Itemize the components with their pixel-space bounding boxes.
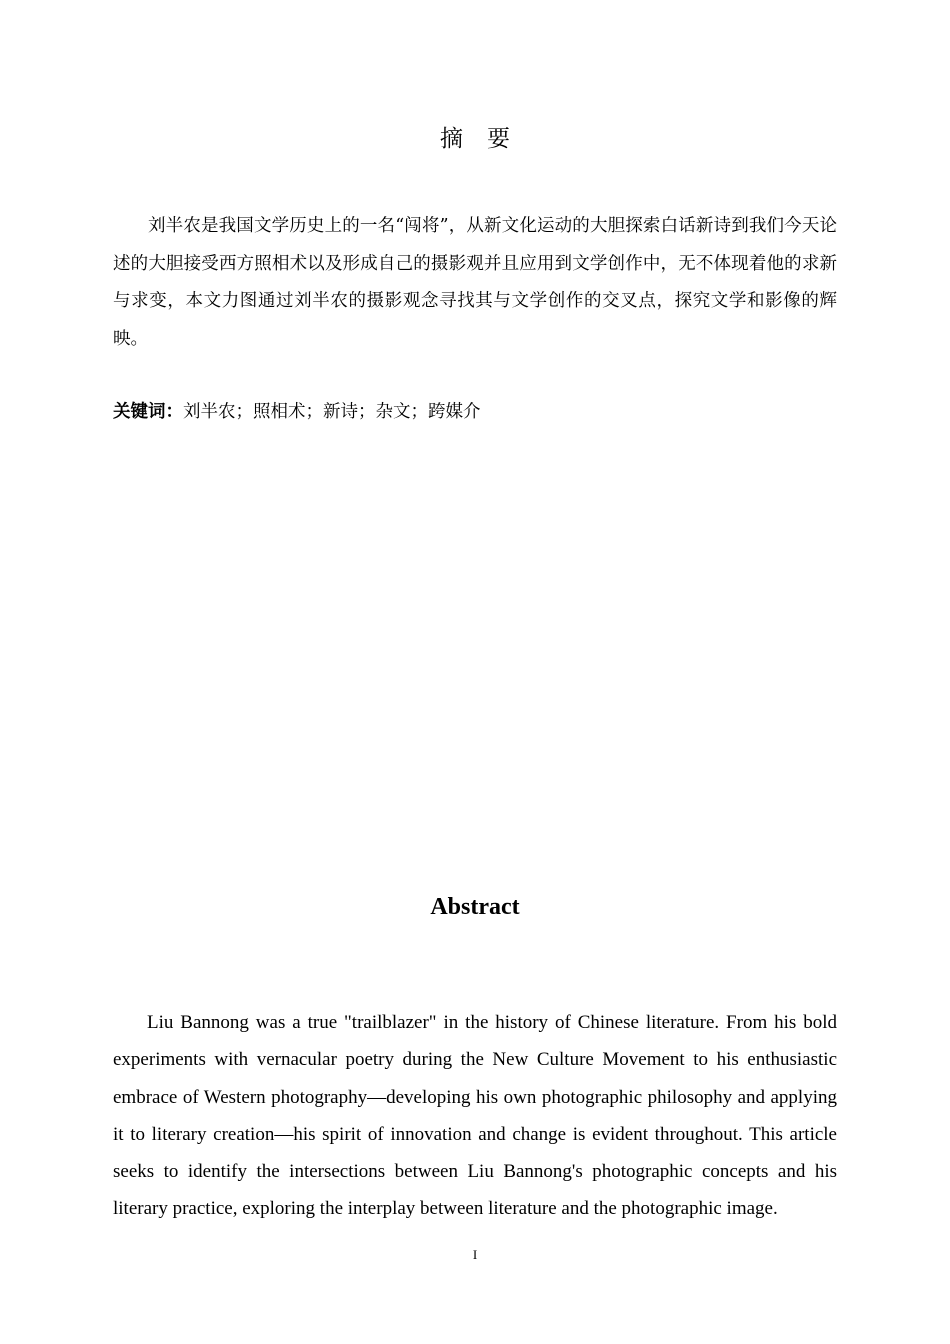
keywords-values: 刘半农；照相术；新诗；杂文；跨媒介 (183, 402, 481, 422)
chinese-keywords (113, 395, 837, 429)
chinese-abstract-title: 摘要 (440, 126, 534, 152)
keywords-label: 关键词： (113, 402, 183, 422)
english-abstract-body: Liu Bannong was a true "trailblazer" in the history of Chinese literature. From his bold experiments with vernacular poetry during the New Culture Movement to his enthusiastic embrace of Western photography—developing his own photographic philosophy and applying it to literary creation—his spirit of innovation and change is evident throughout. This article seeks to identify the intersections between Liu Bannong's photographic concepts and his literary practice, exploring the interplay between literature and the photographic image. (113, 1012, 837, 1220)
english-abstract-title: Abstract (430, 894, 520, 920)
chinese-abstract-body: 刘半农是我国文学历史上的一名“闯将”，从新文化运动的大胆探索白话新诗到我们今天论述的大胆接受西方照相术以及形成自己的摄影观并且应用到文学创作中，无不体现着他的求新与求变，本文力图通过刘半农的摄影观念寻找其与文学创作的交叉点，探究文学和影像的辉映。 (113, 216, 837, 349)
page-number: I (472, 1247, 478, 1262)
